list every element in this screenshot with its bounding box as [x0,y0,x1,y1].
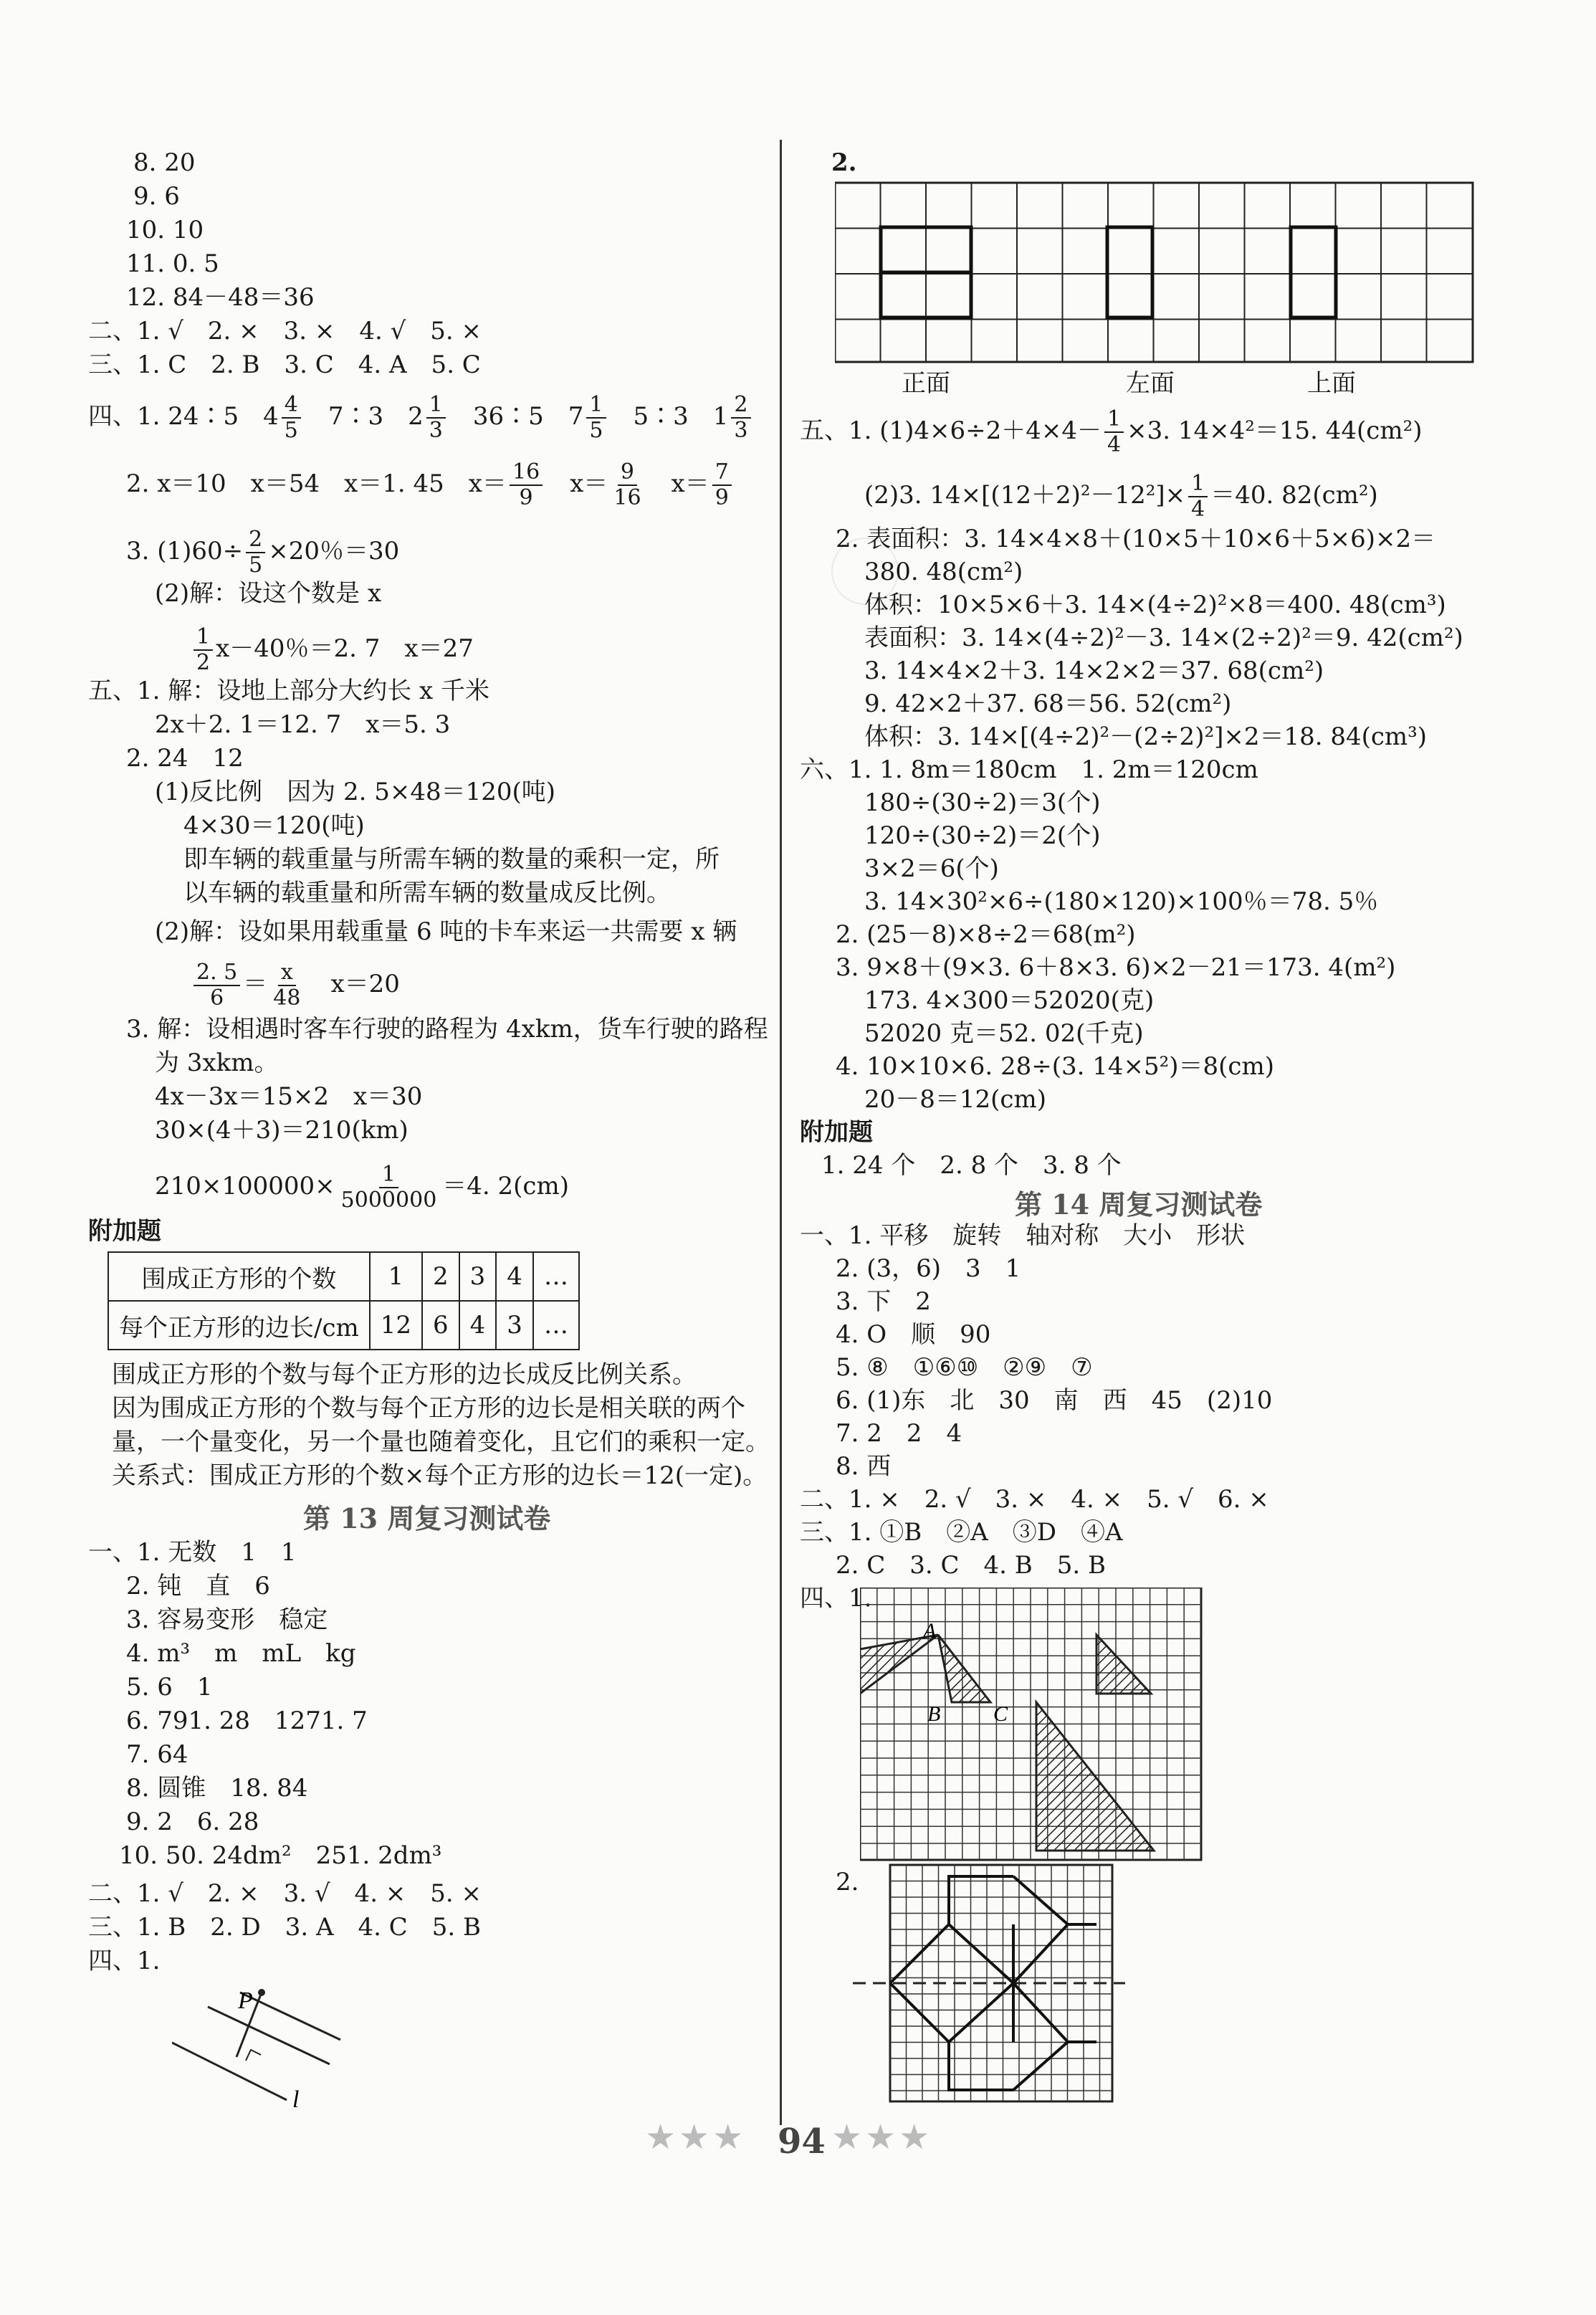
answer-line: (1)反比例 因为 2. 5×48＝120(吨) [155,778,556,806]
fraction [193,625,213,675]
answer-line: 7. 64 [126,1740,188,1769]
denominator: 9 [715,485,729,510]
answer-line: 4. 10×10×6. 28÷(3. 14×5²)＝8(cm) [836,1052,1274,1081]
answer-line: 12. 84－48＝36 [126,283,315,312]
answer-line: 3. 9×8＋(9×3. 6＋8×3. 6)×2－21＝173. 4(m²) [836,953,1396,982]
label-p: P [238,1987,253,2014]
answer-line: 二、1. √ 2. × 3. √ 4. × 5. × [88,1879,482,1908]
table-cell: 4 [496,1252,533,1301]
denominator: 3 [429,418,443,443]
numerator: 1 [379,1163,398,1188]
view-label-front: 正面 [902,369,950,398]
denominator: 9 [519,485,533,510]
denominator: 2 [196,650,211,675]
answer-line: 30×(4＋3)＝210(km) [155,1116,408,1145]
table-cell: 每个正方形的边长/cm [108,1301,370,1350]
fraction [1188,472,1208,522]
numerator: 1 [1104,407,1124,433]
answer-line: 体积：3. 14×[(4÷2)²－(2÷2)²]×2＝18. 84(cm³) [864,722,1428,751]
answer-line: 一、1. 平移 旋转 轴对称 大小 形状 [800,1221,1246,1250]
denominator: 5000000 [340,1188,437,1213]
fraction [282,393,301,443]
denominator: 3 [734,418,748,443]
numerator: 1 [426,393,446,419]
answer-line: 2. 钝 直 6 [126,1572,270,1600]
answer-line: 一、1. 无数 1 1 [88,1538,297,1567]
answer-line: 6. (1)东 北 30 南 西 45 (2)10 [836,1386,1273,1415]
answer-line: 6. 791. 28 1271. 7 [126,1707,368,1735]
view-label-top: 上面 [1307,369,1356,398]
answer-line: 六、1. 1. 8m＝180cm 1. 2m＝120cm [800,755,1258,784]
answer-line: 以车辆的载重量和所需车辆的数量成反比例。 [183,879,671,907]
table-cell: 1 [370,1252,422,1301]
answer-line [800,407,1422,457]
answer-line [126,528,399,578]
text-seg: 7∶3 2 [303,402,424,431]
table-cell: 4 [459,1301,497,1350]
answer-line: 5. 6 1 [126,1673,213,1701]
fraction [510,460,543,510]
denominator: 4 [1191,497,1205,522]
text-seg: 四、1. 24∶5 4 [88,402,279,431]
denominator: 6 [210,985,224,1011]
numerator: 1 [1188,472,1208,497]
answer-line: 11. 0. 5 [126,249,219,278]
denominator: 5 [589,418,603,443]
answer-line: 1. 24 个 2. 8 个 3. 8 个 [821,1151,1122,1180]
denominator: 48 [273,985,301,1011]
numerator: 2. 5 [193,960,240,986]
label-l: l [292,2086,300,2107]
table-row [108,1252,579,1301]
text-seg: x＝ [545,469,608,498]
answer-line: 52020 克＝52. 02(千克) [864,1019,1144,1048]
answer-line: 3. 解：设相遇时客车行驶的路程为 4xkm，货车行驶的路程 [126,1015,768,1044]
answer-line: 5. ⑧ ①⑥⑩ ②⑨ ⑦ [836,1353,1093,1382]
footer-stars-left: ★★★ [645,2117,747,2157]
fraction [426,393,446,443]
denominator: 5 [284,418,298,443]
answer-line: 四、1. [88,1947,161,1975]
table-cell: 12 [370,1301,422,1350]
section-heading: 附加题 [88,1217,161,1246]
answer-line: 二、1. √ 2. × 3. × 4. √ 5. × [88,317,482,345]
answer-line: 2. [836,1868,859,1896]
text-seg: ＝40. 82(cm²) [1210,481,1378,510]
answer-line: 因为围成正方形的个数与每个正方形的边长是相关联的两个 [112,1394,745,1423]
answer-line: (2)解：设如果用载重量 6 吨的卡车来运一共需要 x 辆 [155,917,737,946]
answer-line: 量，一个量变化，另一个量也随着变化，且它们的乘积一定。 [112,1428,770,1456]
answer-line: 四、1. [800,1584,872,1613]
table-cell: 3 [496,1301,533,1350]
answer-line: 180÷(30÷2)＝3(个) [864,788,1101,817]
table-cell: 围成正方形的个数 [108,1252,370,1301]
section-title: 第 13 周复习测试卷 [303,1502,551,1534]
footer-stars-right: ★★★ [831,2117,933,2157]
answer-line: 7. 2 2 4 [836,1419,962,1448]
text-seg: 5∶3 1 [608,402,729,431]
answer-line: 8. 圆锥 18. 84 [126,1774,308,1803]
answer-line: 10. 50. 24dm² 251. 2dm³ [119,1841,442,1870]
answer-line: 4. m³ m mL kg [126,1639,356,1668]
answer-line: 3. 14×4×2＋3. 14×2×2＝37. 68(cm²) [864,657,1324,685]
text-seg: (2)3. 14×[(12＋2)²－12²]× [864,481,1186,510]
table-cell: 2 [422,1252,459,1301]
answer-line: 3×2＝6(个) [864,854,999,883]
answer-line: 8. 西 [836,1452,892,1481]
answer-line [88,393,754,443]
text-seg: 3. (1)60÷ [126,537,244,565]
label-b: B [927,1702,941,1726]
answer-line: 三、1. C 2. B 3. C 4. A 5. C [88,350,481,379]
symmetry-grid-diagram [853,1863,1125,2107]
answer-line: 3. 14×30²×6÷(180×120)×100％＝78. 5％ [864,887,1379,916]
answer-line: 8. 20 [133,148,196,177]
answer-line [191,625,474,675]
answer-line: 围成正方形的个数与每个正方形的边长成反比例关系。 [112,1360,697,1389]
answer-line: 2. (25－8)×8÷2＝68(m²) [836,920,1136,949]
text-seg: x＝20 [330,970,400,998]
answer-line: 380. 48(cm²) [864,558,1023,586]
text-seg: ×20％＝30 [268,537,400,565]
fraction [586,393,606,443]
answer-line [126,460,735,510]
answer-line: 9. 6 [133,182,180,211]
table-cell: … [533,1252,579,1301]
answer-line: 20－8＝12(cm) [864,1085,1046,1114]
answer-line: 3. 容易变形 稳定 [126,1605,328,1634]
numerator: 1 [193,625,213,651]
numerator: x [278,960,296,986]
denominator: 5 [249,553,263,578]
answer-line: 3. 下 2 [836,1287,931,1316]
text-seg: ×3. 14×4²＝15. 44(cm²) [1127,416,1423,445]
text-seg: 210×100000× [155,1172,335,1201]
section-heading: 附加题 [800,1118,873,1147]
numerator: 1 [586,393,606,419]
fraction [1104,407,1124,457]
text-seg: 2. x＝10 x＝54 x＝1. 45 x＝ [126,469,507,498]
table-cell: … [533,1301,579,1350]
answer-line: 为 3xkm。 [155,1049,279,1077]
perpendicular-diagram [172,1964,358,2107]
answer-line: $\frac{2. 5}{6}$ ＝ $\frac{x}{48}$ x＝20 [191,960,400,1011]
square-table [107,1251,580,1350]
fraction [338,1163,440,1213]
answer-line: 2. 表面积：3. 14×4×8＋(10×5＋10×6＋5×6)×2＝ [836,525,1436,553]
numerator: 2 [246,528,265,553]
answer-line: 2x＋2. 1＝12. 7 x＝5. 3 [155,710,451,739]
answer-line: 120÷(30÷2)＝2(个) [864,821,1101,850]
numerator: 2 [731,393,750,419]
table-row [108,1301,579,1350]
answer-line: 10. 10 [126,216,204,244]
text-seg: x－40％＝2. 7 x＝27 [216,634,474,663]
answer-line: 2. [831,148,857,177]
fraction [712,460,732,510]
answer-line: 4x－3x＝15×2 x＝30 [155,1082,423,1111]
answer-line: 2. (3，6) 3 1 [836,1254,1021,1283]
answer-line: 体积：10×5×6＋3. 14×(4÷2)²×8＝400. 48(cm³) [864,591,1446,619]
answer-line: 即车辆的载重量与所需车辆的数量的乘积一定，所 [183,845,720,874]
answer-line [864,472,1378,522]
answer-line: 表面积：3. 14×(4÷2)²－3. 14×(2÷2)²＝9. 42(cm²) [864,624,1463,652]
denominator: 4 [1107,432,1122,457]
table-cell: 6 [422,1301,459,1350]
text-seg: 36∶5 7 [448,402,584,431]
answer-line: 三、1. B 2. D 3. A 4. C 5. B [88,1913,482,1942]
numerator: 7 [712,460,732,486]
view-label-side: 左面 [1126,369,1175,398]
answer-line: 9. 42×2＋37. 68＝56. 52(cm²) [864,689,1232,718]
page-number: 94 [778,2121,826,2162]
denominator: 16 [613,485,641,510]
label-a: A [923,1619,937,1643]
text-seg: 五、1. (1)4×6÷2＋4×4－ [800,416,1102,445]
text-seg: ＝4. 2(cm) [442,1172,569,1201]
answer-line: 五、1. 解：设地上部分大约长 x 千米 [88,677,490,705]
fraction [246,528,265,578]
fraction [731,393,750,443]
answer-line [155,1163,569,1213]
label-c: C [993,1702,1008,1726]
answer-line: (2)解：设这个数是 x [155,579,382,608]
transform-grid-diagram [860,1588,1204,1874]
answer-line: 4×30＝120(吨) [183,811,365,840]
answer-line: 三、1. ①B ②A ③D ④A [800,1518,1123,1547]
column-divider [780,140,782,2125]
answer-line: 二、1. × 2. √ 3. × 4. × 5. √ 6. × [800,1485,1269,1514]
numerator: 16 [510,460,543,486]
fraction [611,460,644,510]
table-cell: 3 [459,1252,497,1301]
text-seg: x＝ [646,469,709,498]
numerator: 9 [618,460,637,486]
answer-line: 9. 2 6. 28 [126,1808,259,1836]
numerator: 4 [282,393,301,419]
fraction [270,960,303,1011]
answer-line: 关系式：围成正方形的个数×每个正方形的边长＝12(一定)。 [112,1461,768,1490]
answer-line: 173. 4×300＝52020(克) [864,986,1155,1015]
answer-line: 2. C 3. C 4. B 5. B [836,1551,1106,1580]
answer-line: 4. O 顺 90 [836,1320,991,1349]
section-title: 第 14 周复习测试卷 [1015,1188,1263,1221]
answer-line: 2. 24 12 [126,744,244,773]
fraction [193,960,240,1011]
